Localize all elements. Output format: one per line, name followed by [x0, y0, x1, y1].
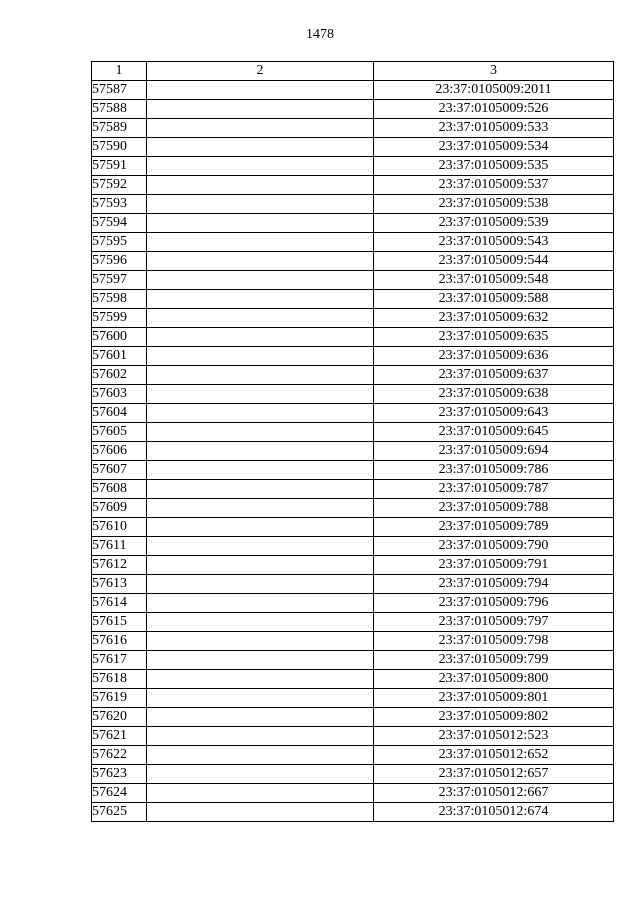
row-number-cell: 57594 [92, 214, 147, 233]
table-row [92, 442, 614, 461]
cadastral-number-cell: 23:37:0105009:799 [374, 651, 614, 670]
table-row [92, 651, 614, 670]
table-row [92, 81, 614, 100]
row-empty-cell [147, 328, 374, 347]
cadastral-number-cell: 23:37:0105012:652 [374, 746, 614, 765]
table-row [92, 518, 614, 537]
row-empty-cell [147, 195, 374, 214]
row-number-cell: 57606 [92, 442, 147, 461]
row-number-cell: 57610 [92, 518, 147, 537]
row-number-cell: 57621 [92, 727, 147, 746]
row-number-cell: 57595 [92, 233, 147, 252]
row-empty-cell [147, 708, 374, 727]
table-row [92, 214, 614, 233]
cadastral-number-cell: 23:37:0105009:548 [374, 271, 614, 290]
table-body [92, 81, 614, 822]
row-number-cell: 57624 [92, 784, 147, 803]
cadastral-number-cell: 23:37:0105009:543 [374, 233, 614, 252]
cadastral-number-cell: 23:37:0105009:788 [374, 499, 614, 518]
table-row [92, 176, 614, 195]
row-number-cell: 57625 [92, 803, 147, 822]
cadastral-number-cell: 23:37:0105009:802 [374, 708, 614, 727]
cadastral-number-cell: 23:37:0105009:588 [374, 290, 614, 309]
column-header-1: 1 [92, 62, 147, 81]
row-empty-cell [147, 385, 374, 404]
cadastral-number-cell: 23:37:0105009:637 [374, 366, 614, 385]
cadastral-number-cell: 23:37:0105009:538 [374, 195, 614, 214]
row-number-cell: 57613 [92, 575, 147, 594]
row-empty-cell [147, 81, 374, 100]
row-empty-cell [147, 613, 374, 632]
row-number-cell: 57618 [92, 670, 147, 689]
table-row [92, 670, 614, 689]
row-number-cell: 57617 [92, 651, 147, 670]
cadastral-number-cell: 23:37:0105009:544 [374, 252, 614, 271]
table-row [92, 100, 614, 119]
table-row [92, 366, 614, 385]
row-number-cell: 57602 [92, 366, 147, 385]
row-empty-cell [147, 119, 374, 138]
cadastral-number-cell: 23:37:0105009:789 [374, 518, 614, 537]
row-empty-cell [147, 442, 374, 461]
row-number-cell: 57614 [92, 594, 147, 613]
row-number-cell: 57590 [92, 138, 147, 157]
row-empty-cell [147, 651, 374, 670]
header-row [92, 62, 614, 81]
table-row [92, 423, 614, 442]
row-empty-cell [147, 138, 374, 157]
table-row [92, 138, 614, 157]
row-empty-cell [147, 176, 374, 195]
table-row [92, 233, 614, 252]
table-row [92, 803, 614, 822]
page-number: 1478 [306, 27, 334, 42]
table-row [92, 632, 614, 651]
table-row [92, 594, 614, 613]
row-number-cell: 57607 [92, 461, 147, 480]
cadastral-number-cell: 23:37:0105009:636 [374, 347, 614, 366]
row-empty-cell [147, 784, 374, 803]
column-header-2: 2 [147, 62, 374, 81]
row-empty-cell [147, 309, 374, 328]
cadastral-number-cell: 23:37:0105012:674 [374, 803, 614, 822]
row-number-cell: 57593 [92, 195, 147, 214]
row-number-cell: 57611 [92, 537, 147, 556]
table-row [92, 119, 614, 138]
table-row [92, 252, 614, 271]
row-number-cell: 57600 [92, 328, 147, 347]
cadastral-number-cell: 23:37:0105009:638 [374, 385, 614, 404]
cadastral-number-cell: 23:37:0105009:533 [374, 119, 614, 138]
registry-table [91, 61, 614, 822]
table-row [92, 575, 614, 594]
row-number-cell: 57609 [92, 499, 147, 518]
row-empty-cell [147, 233, 374, 252]
row-number-cell: 57601 [92, 347, 147, 366]
table-row [92, 157, 614, 176]
cadastral-number-cell: 23:37:0105009:635 [374, 328, 614, 347]
table-row [92, 271, 614, 290]
row-empty-cell [147, 499, 374, 518]
row-number-cell: 57619 [92, 689, 147, 708]
cadastral-number-cell: 23:37:0105009:786 [374, 461, 614, 480]
cadastral-number-cell: 23:37:0105009:790 [374, 537, 614, 556]
row-number-cell: 57587 [92, 81, 147, 100]
cadastral-number-cell: 23:37:0105009:797 [374, 613, 614, 632]
row-number-cell: 57592 [92, 176, 147, 195]
row-empty-cell [147, 556, 374, 575]
row-number-cell: 57596 [92, 252, 147, 271]
row-empty-cell [147, 290, 374, 309]
row-number-cell: 57598 [92, 290, 147, 309]
cadastral-number-cell: 23:37:0105009:537 [374, 176, 614, 195]
row-empty-cell [147, 366, 374, 385]
table-row [92, 290, 614, 309]
row-empty-cell [147, 803, 374, 822]
cadastral-number-cell: 23:37:0105009:694 [374, 442, 614, 461]
cadastral-number-cell: 23:37:0105012:667 [374, 784, 614, 803]
row-number-cell: 57604 [92, 404, 147, 423]
row-empty-cell [147, 347, 374, 366]
table-row [92, 480, 614, 499]
cadastral-number-cell: 23:37:0105009:801 [374, 689, 614, 708]
row-empty-cell [147, 689, 374, 708]
row-number-cell: 57589 [92, 119, 147, 138]
cadastral-number-cell: 23:37:0105009:643 [374, 404, 614, 423]
row-empty-cell [147, 100, 374, 119]
row-empty-cell [147, 480, 374, 499]
row-empty-cell [147, 157, 374, 176]
row-number-cell: 57616 [92, 632, 147, 651]
cadastral-number-cell: 23:37:0105012:657 [374, 765, 614, 784]
column-header-3: 3 [374, 62, 614, 81]
table-row [92, 556, 614, 575]
row-number-cell: 57591 [92, 157, 147, 176]
cadastral-number-cell: 23:37:0105009:791 [374, 556, 614, 575]
row-empty-cell [147, 404, 374, 423]
row-empty-cell [147, 537, 374, 556]
row-number-cell: 57623 [92, 765, 147, 784]
row-empty-cell [147, 214, 374, 233]
row-number-cell: 57588 [92, 100, 147, 119]
row-empty-cell [147, 423, 374, 442]
table-row [92, 347, 614, 366]
row-number-cell: 57605 [92, 423, 147, 442]
cadastral-number-cell: 23:37:0105009:2011 [374, 81, 614, 100]
row-empty-cell [147, 518, 374, 537]
table-row [92, 461, 614, 480]
table-row [92, 385, 614, 404]
table-row [92, 689, 614, 708]
row-empty-cell [147, 575, 374, 594]
row-empty-cell [147, 765, 374, 784]
row-empty-cell [147, 632, 374, 651]
cadastral-number-cell: 23:37:0105009:800 [374, 670, 614, 689]
row-number-cell: 57597 [92, 271, 147, 290]
cadastral-number-cell: 23:37:0105009:645 [374, 423, 614, 442]
table-row [92, 328, 614, 347]
cadastral-number-cell: 23:37:0105009:526 [374, 100, 614, 119]
row-empty-cell [147, 746, 374, 765]
table-row [92, 537, 614, 556]
row-empty-cell [147, 670, 374, 689]
cadastral-number-cell: 23:37:0105009:534 [374, 138, 614, 157]
table-row [92, 746, 614, 765]
cadastral-number-cell: 23:37:0105012:523 [374, 727, 614, 746]
row-number-cell: 57599 [92, 309, 147, 328]
cadastral-number-cell: 23:37:0105009:539 [374, 214, 614, 233]
cadastral-number-cell: 23:37:0105009:787 [374, 480, 614, 499]
row-empty-cell [147, 727, 374, 746]
table-header [92, 62, 614, 81]
row-empty-cell [147, 252, 374, 271]
table-row [92, 708, 614, 727]
table-row [92, 727, 614, 746]
cadastral-number-cell: 23:37:0105009:535 [374, 157, 614, 176]
table-row [92, 784, 614, 803]
row-number-cell: 57608 [92, 480, 147, 499]
row-number-cell: 57612 [92, 556, 147, 575]
table-row [92, 404, 614, 423]
table-row [92, 765, 614, 784]
row-empty-cell [147, 271, 374, 290]
cadastral-number-cell: 23:37:0105009:794 [374, 575, 614, 594]
row-empty-cell [147, 594, 374, 613]
table-row [92, 309, 614, 328]
table-row [92, 499, 614, 518]
table-row [92, 613, 614, 632]
row-empty-cell [147, 461, 374, 480]
row-number-cell: 57615 [92, 613, 147, 632]
row-number-cell: 57622 [92, 746, 147, 765]
row-number-cell: 57620 [92, 708, 147, 727]
cadastral-number-cell: 23:37:0105009:632 [374, 309, 614, 328]
row-number-cell: 57603 [92, 385, 147, 404]
cadastral-number-cell: 23:37:0105009:796 [374, 594, 614, 613]
table-row [92, 195, 614, 214]
cadastral-number-cell: 23:37:0105009:798 [374, 632, 614, 651]
